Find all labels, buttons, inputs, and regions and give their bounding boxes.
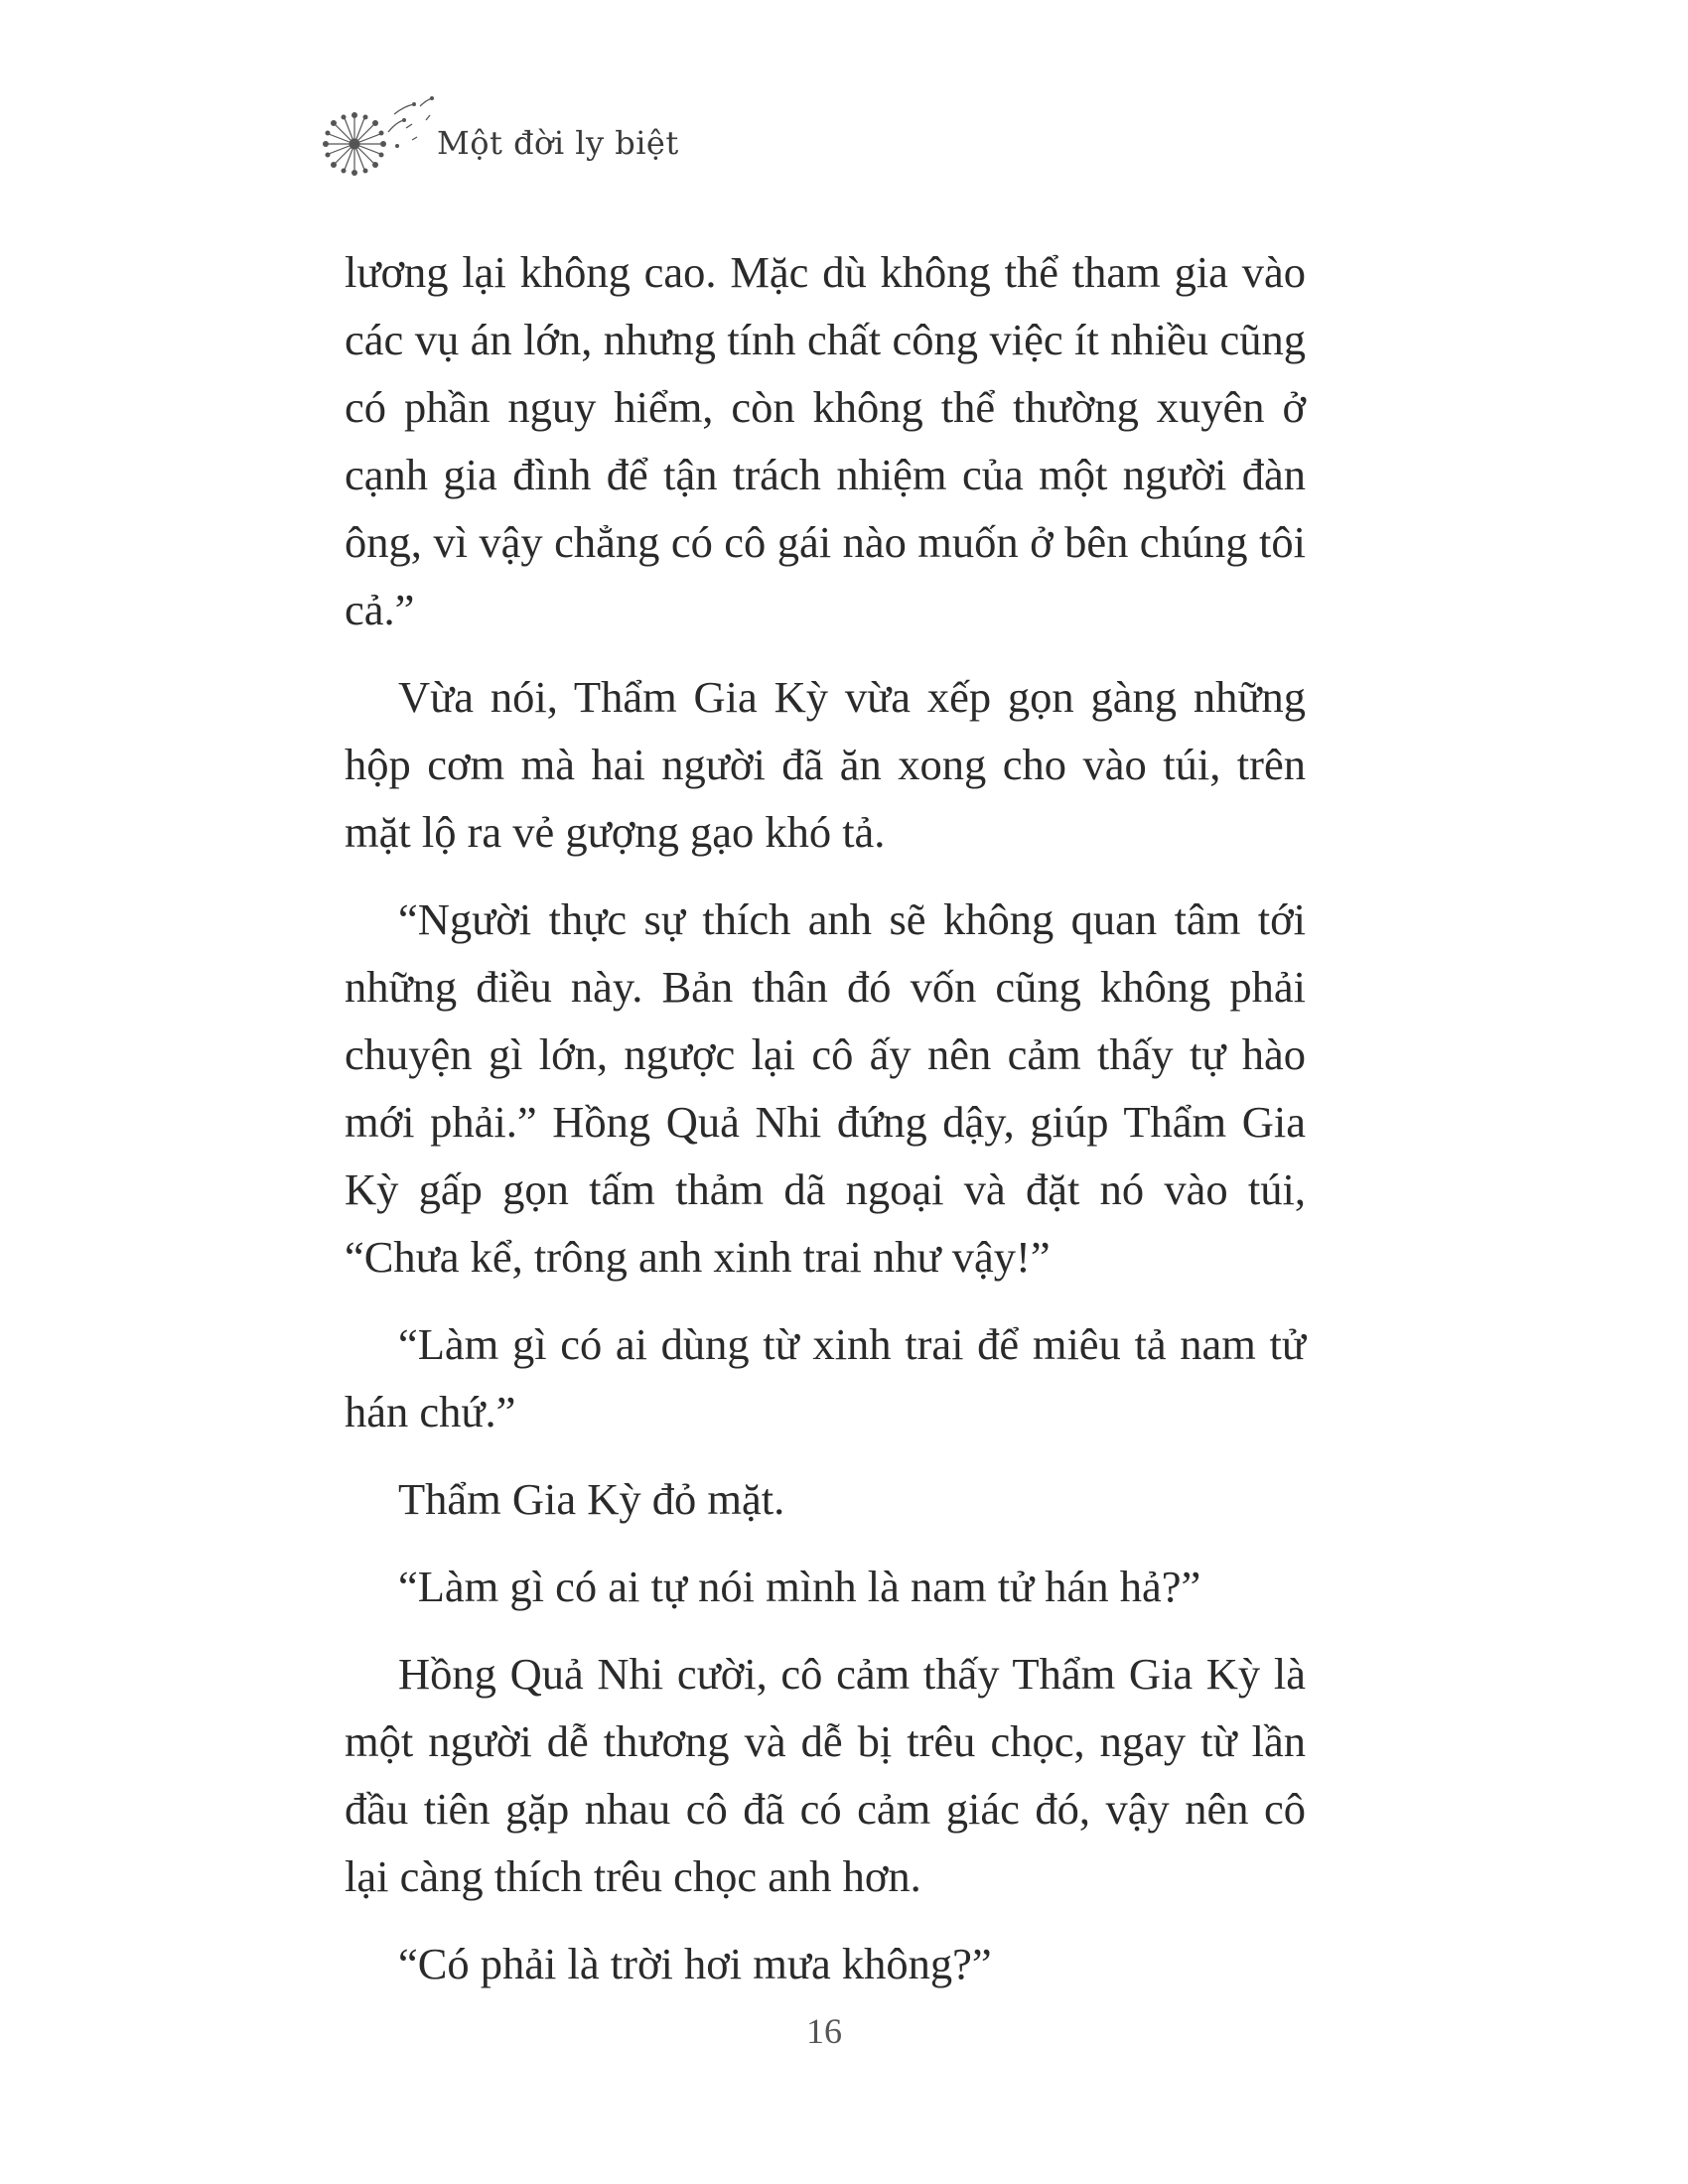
paragraph: Vừa nói, Thẩm Gia Kỳ vừa xếp gọn gàng những hộp cơm mà hai người đã ăn xong cho vào túi, trên mặt lộ ra vẻ gượng gạo khó tả. [345,672,1306,857]
paragraph: “Làm gì có ai tự nói mình là nam tử hán hả?” [398,1562,1201,1611]
running-header [303,84,720,184]
paragraph: “Có phải là trời hơi mưa không?” [398,1939,992,1988]
paragraph: lương lại không cao. Mặc dù không thể tham gia vào các vụ án lớn, nhưng tính chất công việc ít nhiều cũng có phần nguy hiểm, còn không thể thường xuyên ở cạnh gia đình để tận trách nhiệm của một người đàn ông, vì vậy chẳng có cô gái nào muốn ở bên chúng tôi cả.” [345,247,1306,634]
page-number: 16 [806,2011,842,2051]
paragraph: Hồng Quả Nhi cười, cô cảm thấy Thẩm Gia Kỳ là một người dễ thương và dễ bị trêu chọc, ngay từ lần đầu tiên gặp nhau cô đã có cảm giác đó, vậy nên cô lại càng thích trêu chọc anh hơn. [345,1649,1306,1901]
dandelion-icon [303,84,442,184]
body-text [345,238,1306,2017]
running-header-title: Một đời ly biệt [437,124,679,162]
paragraph: Thẩm Gia Kỳ đỏ mặt. [398,1474,785,1524]
paragraph: “Làm gì có ai dùng từ xinh trai để miêu tả nam tử hán chứ.” [345,1319,1306,1436]
paragraph: “Người thực sự thích anh sẽ không quan tâm tới những điều này. Bản thân đó vốn cũng không phải chuyện gì lớn, ngược lại cô ấy nên cảm thấy tự hào mới phải.” Hồng Quả Nhi đứng dậy, giúp Thẩm Gia Kỳ gấp gọn tấm thảm dã ngoại và đặt nó vào túi, “Chưa kể, trông anh xinh trai như vậy!” [345,894,1306,1282]
